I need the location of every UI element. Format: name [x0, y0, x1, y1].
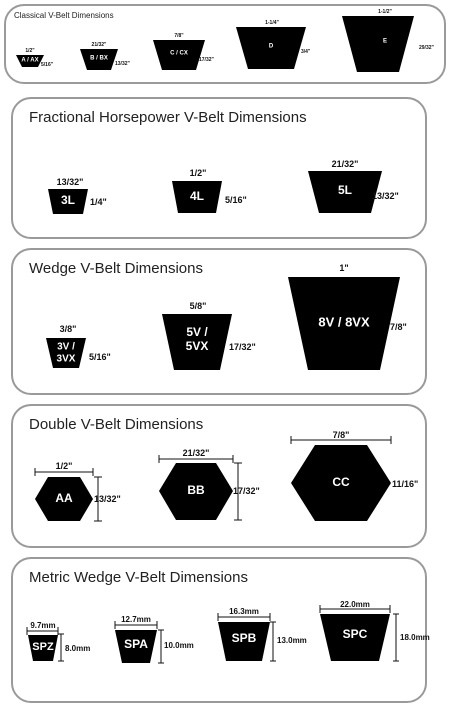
belt-bb-top-dim: 21/32" [182, 448, 210, 458]
wedge-title: Wedge V-Belt Dimensions [29, 260, 203, 277]
belt-5v-5vx-height-dim: 17/32" [229, 342, 256, 352]
belt-3v-3vx-height-dim: 5/16" [89, 352, 111, 362]
belt-3l [48, 177, 107, 214]
belt-4l-top-dim: 1/2" [189, 168, 207, 178]
belt-spb-height-dimline [270, 622, 276, 661]
belt-cc [291, 430, 418, 521]
belt-aa-label: AA [55, 491, 73, 506]
belt-a-ax-top-dim: 1/2" [25, 48, 35, 54]
belt-3l-top-dim: 13/32" [56, 177, 84, 187]
belt-a-ax-height-dim: 5/16" [41, 62, 54, 68]
belt-c-cx-top-dim: 7/8" [174, 33, 184, 39]
belt-a-ax-label: A / AX [21, 57, 39, 64]
belt-d-top-dim: 1-1/4" [265, 20, 279, 26]
belt-a-ax [16, 48, 54, 68]
belt-3v-3vx-label-line2: 3VX [56, 353, 76, 365]
belt-d [236, 20, 311, 69]
belt-4l-label: 4L [189, 189, 205, 204]
belt-bb-height-dim: 17/32" [233, 486, 260, 496]
belt-spa [115, 615, 194, 663]
belt-5l-height-dim: 13/32" [372, 191, 399, 201]
belt-aa-top-dim: 1/2" [55, 461, 73, 471]
belt-5v-5vx-top-dim: 5/8" [189, 301, 207, 311]
belt-e-height-dim: 29/32" [419, 45, 434, 51]
belt-spc-label: SPC [342, 627, 368, 642]
belt-e [342, 9, 435, 72]
metric-title: Metric Wedge V-Belt Dimensions [29, 569, 248, 586]
belt-b-bx [80, 42, 131, 70]
belt-spb-height-dim: 13.0mm [277, 636, 307, 645]
belt-bb [159, 448, 260, 520]
belt-d-height-dim: 3/4" [301, 49, 311, 55]
belt-spc-height-dimline [393, 614, 399, 661]
belt-cc-height-dim: 11/16" [392, 479, 419, 489]
belt-spa-label: SPA [124, 637, 148, 652]
belt-aa-height-dim: 13/32" [94, 494, 121, 504]
belt-3v-3vx-top-dim: 3/8" [59, 324, 77, 334]
belt-c-cx [153, 33, 215, 70]
belt-5v-5vx-label-line2: 5VX [185, 339, 209, 354]
classical-title: Classical V-Belt Dimensions [14, 11, 114, 20]
belt-8v-8vx-top-dim: 1" [339, 263, 349, 273]
belt-b-bx-top-dim: 21/32" [91, 42, 107, 48]
belt-8v-8vx-height-dim: 7/8" [390, 322, 407, 332]
belt-b-bx-height-dim: 13/32" [115, 61, 130, 67]
belt-8v-8vx [288, 263, 407, 370]
belt-spc-height-dim: 18.0mm [400, 633, 430, 642]
belt-5l [308, 159, 399, 213]
belt-cc-label: CC [332, 475, 350, 490]
belt-spa-top-dim: 12.7mm [121, 615, 151, 624]
belt-spz-label: SPZ [32, 640, 54, 653]
belt-c-cx-height-dim: 17/32" [199, 57, 214, 63]
belt-spz-height-dimline [58, 634, 64, 661]
belt-5l-label: 5L [337, 183, 353, 198]
belt-3l-height-dim: 1/4" [90, 197, 107, 207]
belt-5v-5vx-label-line1: 5V / [186, 325, 208, 340]
belt-4l [172, 168, 247, 213]
fractional-title: Fractional Horsepower V-Belt Dimensions [29, 109, 307, 126]
belt-c-cx-label: C / CX [170, 50, 188, 57]
belt-spb-label: SPB [231, 631, 257, 646]
belt-spz-height-dim: 8.0mm [65, 644, 91, 653]
belt-spc [320, 600, 430, 661]
belt-5l-top-dim: 21/32" [331, 159, 359, 169]
belt-3l-label: 3L [60, 193, 76, 208]
belt-b-bx-label: B / BX [90, 55, 108, 62]
belt-3v-3vx [46, 324, 111, 368]
belt-aa [35, 461, 121, 521]
belt-e-label: E [382, 38, 388, 45]
belt-bb-label: BB [187, 483, 205, 498]
belt-3v-3vx-label-line1: 3V / [57, 341, 75, 353]
belt-spb-top-dim: 16.3mm [229, 607, 259, 616]
belt-spa-height-dim: 10.0mm [164, 641, 194, 650]
belt-d-label: D [268, 43, 274, 50]
belt-spz [27, 621, 90, 661]
belt-cc-top-dim: 7/8" [332, 430, 350, 440]
belt-8v-8vx-label: 8V / 8VX [318, 314, 370, 330]
belt-e-top-dim: 1-1/2" [378, 9, 392, 15]
belt-4l-height-dim: 5/16" [225, 195, 247, 205]
belt-e-shape [342, 16, 414, 72]
belt-spc-top-dim: 22.0mm [340, 600, 370, 609]
belt-5v-5vx [162, 301, 256, 370]
double-title: Double V-Belt Dimensions [29, 416, 204, 433]
belt-spz-top-dim: 9.7mm [30, 621, 56, 630]
belt-spb [218, 607, 307, 661]
